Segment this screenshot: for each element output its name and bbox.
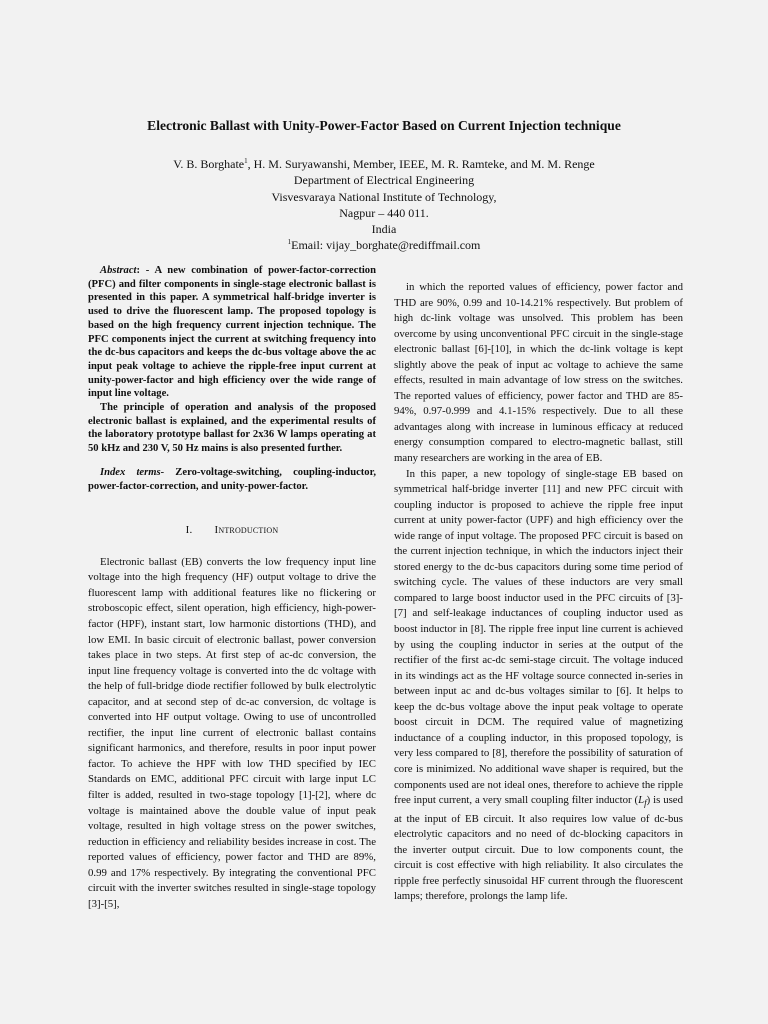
abstract-paragraph-1 (88, 264, 376, 401)
body-paragraph-1: in which the reported values of efficiency, power factor and THD are 90%, 0.99 and 10-14.21% respectively. But problem of high dc-link voltage was unsolved. This problem has been overcome by using unconventional PFC circuit in the single-stage electronic ballast [6]-[10], in which the dc-link voltage is kept slightly above the peak of input ac voltage to achieve the same effects, resulted in main advantage of low stress on the switches. The reported values of efficiency, power factor and THD are 85-94%, 0.97-0.999 and 4.1-15% respectively. Due to all these advantages along with increase in luminous efficacy at reduced energy consumption compared to electro-magnetic ballast, still many researchers are working in the area of EB. (394, 281, 683, 465)
abstract-text-1: : - A new combination of power-factor-correction (PFC) and filter components in single-stage electronic ballast is presented in this paper. A symmetrical half-bridge inverter is used to drive the fluorescent lamp. The proposed topology is based on the high frequency current injection technique. The PFC components inject the current at switching frequency into the dc-bus capacitors and keeps the dc-bus voltage above the ac input peak voltage to achieve the ripple-free input current at unity-power-factor and high efficiency over the wide range of input line voltage. (88, 265, 376, 400)
body-paragraph-2-part-b: ) is used at the input of EB circuit. It also requires low value of dc-bus electrolytic capacitors and no need of dc-blocking capacitors in the inverter output circuit. Due to low components count, the circuit is cost effective with high reliability. It also circulates the ripple free perfectly sinusoidal HF current through the fluorescent lamps; therefore, prolongs the lamp life. (394, 794, 683, 903)
department: Department of Electrical Engineering (293, 173, 475, 188)
left-column (88, 264, 376, 912)
inductor-subscript-text: f (644, 798, 647, 809)
section-number: I. (185, 524, 193, 537)
section-title: Introduction (214, 524, 279, 537)
other-authors: , H. M. Suryawanshi, Member, IEEE, M. R. Ramteke, and M. M. Renge (247, 157, 595, 171)
email (0, 237, 768, 253)
city: Nagpur – 440 011. (339, 205, 429, 220)
abstract-label: Abstract (100, 265, 137, 276)
abstract-paragraph-2: The principle of operation and analysis of the proposed electronic ballast is explained, and the experimental results of the laboratory prototype ballast for 2x36 W lamps operating at 50 kHz and 230 V, 50 Hz mains is also presented further. (88, 402, 376, 455)
author-list (0, 156, 768, 172)
country: India (371, 222, 397, 237)
index-terms (88, 466, 376, 493)
author-affiliation-mark: 1 (244, 157, 248, 165)
first-author: V. B. Borghate (173, 157, 245, 171)
email-text: Email: vijay_borghate@rediffmail.com (291, 238, 481, 253)
intro-paragraph: Electronic ballast (EB) converts the low frequency input line voltage into the high frequency (HF) output voltage to drive the fluorescent lamp with additional features like no flickering or stroboscopic effect, silent operation, high efficiency, high-power-factor (HPF), instant start, low harmonic distortions (THD), and low EMI. In basic circuit of electronic ballast, power conversion takes place in two steps. At first step of ac-dc conversion, the input line frequency voltage is converted into the dc voltage with the help of full-bridge diode rectifier followed by bulk electrolytic capacitor, and at second step of dc-ac conversion, dc voltage is converted into HF output voltage. Owing to use of uncontrolled rectifier, the input line current of electronic ballast contains significant harmonics, and therefore, results in poor input power factor. To achieve the HPF with low THD specified by IEC Standards on EMC, additional PFC circuit with large input LC filter is added, resulted in two-stage topology [1]-[2], where dc voltage is maintained above the double value of input peak voltage, resulted in high voltage stress on the power switches, reduction in efficiency and reliability besides increase in cost. The reported values of efficiency, power factor and THD are 89%, 0.99 and 17% respectively. By integrating the conventional PFC circuit with the inverter switches resulted in single-stage topology [3]-[5], (88, 555, 376, 910)
index-terms-label: Index terms- (100, 466, 165, 478)
author-block (0, 156, 768, 254)
email-affiliation-mark: 1 (287, 238, 292, 247)
inductor-symbol: L (638, 794, 645, 807)
paper-title: Electronic Ballast with Unity-Power-Factor Based on Current Injection technique (147, 118, 621, 133)
section-heading (88, 523, 376, 539)
body-paragraph-2-part-a: In this paper, a new topology of single-stage EB based on symmetrical half-bridge inverter [11] and new PFC circuit with coupling inductor is proposed to achieve the ripple free input current at unity power-factor (UPF) and high efficiency over the wide range of input voltage. The proposed PFC circuit is based on the current injection technique, in which the inductors inject their stored energy to the dc-bus capacitors during some time period of switching cycle. The values of these inductors are very small compared to large boost inductor used in the PFC circuits of [3]- [7] and self-leakage inductances of coupling inductor used as boost inductor in [8]. The ripple free input line current is achieved by using the coupling inductor in series at the output of the rectifier of the first ac-dc semi-stage circuit. The voltage induced in its windings act as the HF voltage source connected in-series in between input ac and dc-bus voltages similar to [6]. It helps to keep the dc-bus voltage above the input peak voltage to operate boost circuit in DCM. The required value of magnetizing inductance of a coupling inductor, in this proposed topology, is very less compared to [8], therefore the possibility of saturation of core is minimized. No additional wave shaper is required, but the components used are not ideal ones, therefore to achieve the ripple free input current, a very small coupling filter inductor ( (394, 467, 683, 807)
right-column (394, 280, 683, 905)
index-terms-text: Zero-voltage-switching, coupling-inductor, power-factor-correction, and unity-power-factor. (88, 466, 376, 492)
body-paragraph-2 (394, 467, 683, 905)
institute: Visvesvaraya National Institute of Technology, (271, 189, 497, 204)
